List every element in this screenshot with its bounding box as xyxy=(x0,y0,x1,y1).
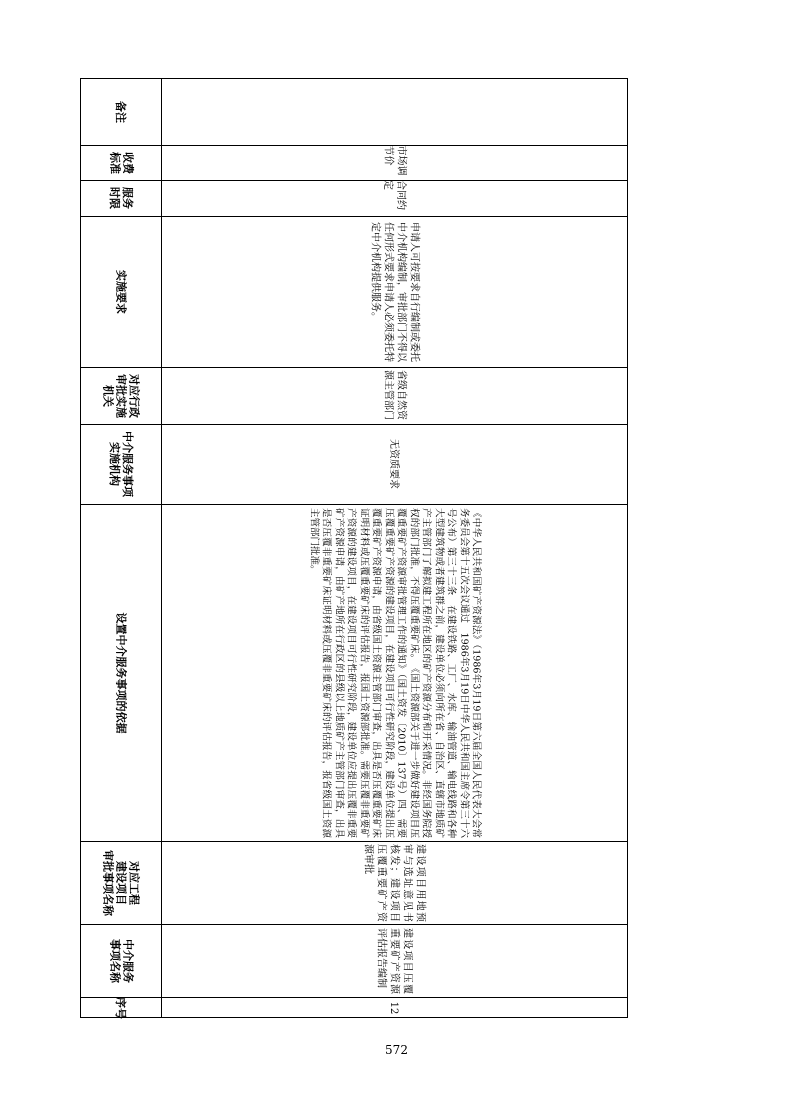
cell-seq: 12 xyxy=(388,1001,400,1015)
cell-admin-agency: 省级自然资源主管部门 xyxy=(382,369,406,420)
cell-approval-name: 建设项目用地预审与选址意见书核发；建设项目压覆重要矿产资源审批 xyxy=(362,843,426,922)
header-fee: 收费 标准 xyxy=(108,151,134,174)
cell-service-name: 建设项目压覆重要矿产资源评估报告编制 xyxy=(375,927,413,994)
cell-agency: 无资质要求 xyxy=(388,439,400,489)
cell-remarks xyxy=(161,79,627,145)
cell-time-limit: 合同约定 xyxy=(382,180,406,210)
cell-requirements: 申请人可按要求自行编制或委托中介机构编制，审批部门不得以任何形式要求申请人必须委托特定中介机构提供服务。 xyxy=(369,221,419,362)
header-service-name: 中介服务 事项名称 xyxy=(108,938,134,983)
cell-fee: 市场调节价 xyxy=(382,145,406,175)
header-time-limit: 服务 时限 xyxy=(108,187,134,209)
header-seq: 序号 xyxy=(114,997,128,1019)
service-items-table xyxy=(80,78,628,1018)
header-remarks: 备注 xyxy=(114,101,128,123)
page-number: 572 xyxy=(385,1043,408,1057)
header-agency: 中介服务事项 实施机构 xyxy=(108,431,134,497)
header-requirements: 实施要求 xyxy=(114,269,128,314)
header-approval-name: 对应工程 建设项目 审批事项名称 xyxy=(101,849,141,916)
header-admin-agency: 对应行政 审批实施 机关 xyxy=(101,373,141,418)
header-basis: 设置中介服务事项的依据 xyxy=(114,612,128,733)
cell-basis: 《中华人民共和国矿产资源法》（1986年3月19日第六届全国人民代表大会常务委员会第十五次会议通过 1986年3月19日中华人民共和国主席令第三十六号公布）第三十三条 在建设铁路、工厂、水库、输油管道、输电线路和各种大型建筑物或者建筑群之前，建设单位必须向所在省、自治区、直辖市地质矿产主管部门了解拟建工程所在地区的矿产资源分布和开采情况。非经国务院授权的部门批准，不得压覆重要矿床。 《国土资源部关于进一步做好建设项目压覆重要矿产资源审批管理工作的通知》（国土资发〔2010〕137号）四、需要压覆重要矿产资源的建设项目，在建设项目可行性研究阶段，建设单位提出压覆重要矿产资源申请，由省级国土资源主管部门审查，出具是否压覆重要矿床证明材料或压覆重要矿床的评估报告，报国土资源部批准。需要压覆非重要矿产资源的建设项目，在建设项目可行性研究阶段，建设单位应提出压覆非重要矿产资源申请，由矿产地所在行政区的县级以上地质矿产主管部门审查，出具是否压覆非重要矿床证明材料或压覆非重要矿床的评估报告，报省级国土资源主管部门批准。 xyxy=(308,507,482,838)
